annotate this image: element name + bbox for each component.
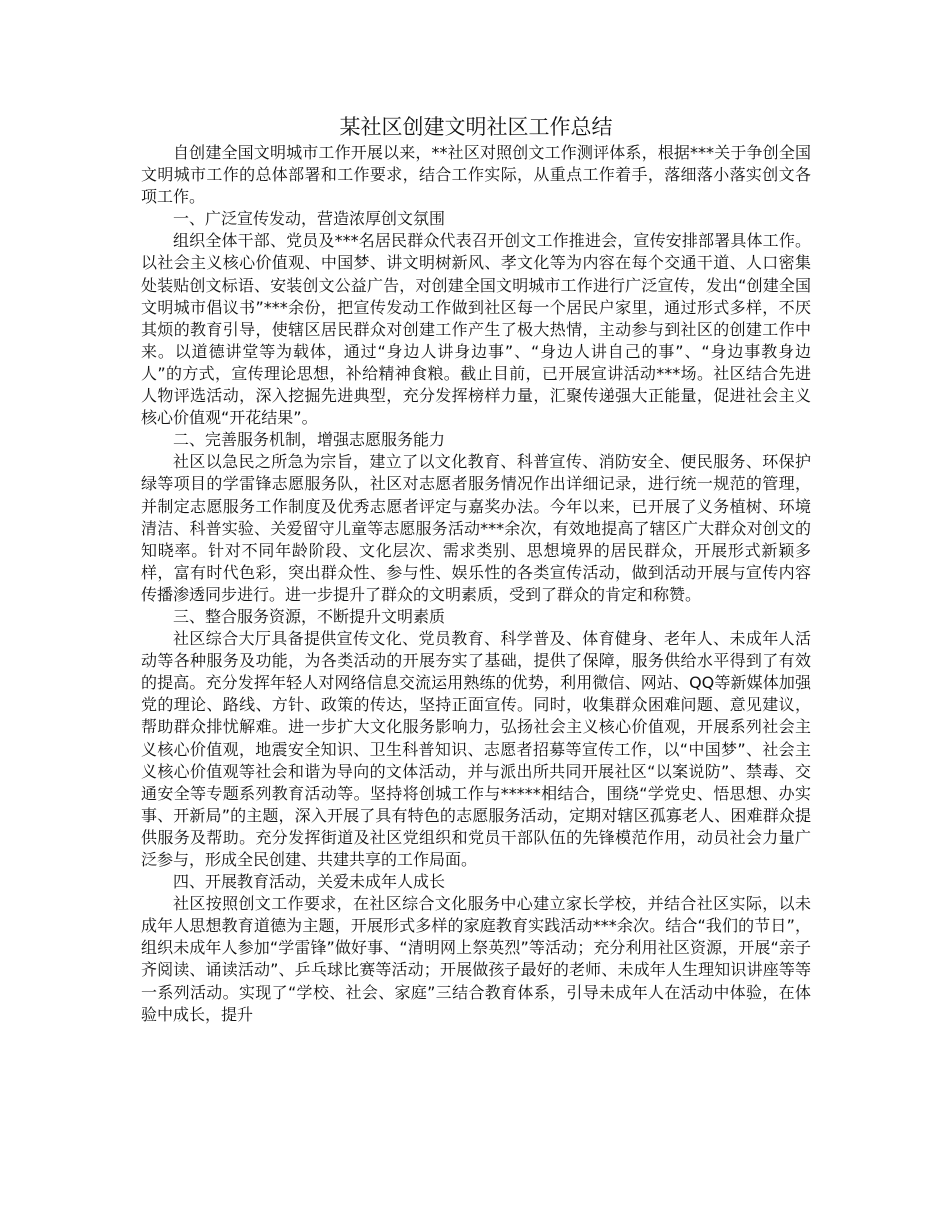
section-heading-2: 二、完善服务机制，增强志愿服务能力 xyxy=(173,430,446,450)
section-body-2: 社区以急民之所急为宗旨，建立了以文化教育、科普宣传、消防安全、便民服务、环保护绿等项目的学雷锋志愿服务队，社区对志愿者服务情况作出详细记录，进行统一规范的管理，并制定志愿服务工作制度及优秀志愿者评定与嘉奖办法。今年以来，已开展了义务植树、环境清洁、科普实验、关爱留守儿童等志愿服务活动***余次，有效地提高了辖区广大群众对创文的知晓率。针对不同年龄阶段、文化层次、需求类别、思想境界的居民群众，开展形式新颖多样，富有时代色彩，突出群众性、参与性、娱乐性的各类宣传活动，做到活动开展与宣传内容传播渗透同步进行。进一步提升了群众的文明素质，受到了群众的肯定和称赞。 xyxy=(141,452,811,604)
intro-paragraph: 自创建全国文明城市工作开展以来，**社区对照创文工作测评体系，根据***关于争创全国文明城市工作的总体部署和工作要求，结合工作实际，从重点工作着手，落细落小落实创文各项工作。 xyxy=(141,143,811,207)
section-body-4: 社区按照创文工作要求，在社区综合文化服务中心建立家长学校，并结合社区实际，以未成年人思想教育道德为主题，开展形式多样的家庭教育实践活动***余次。结合“我们的节日”，组织未成年人参加“学雷锋”做好事、“清明网上祭英烈”等活动；充分利用社区资源，开展“亲子齐阅读、诵读活动”、乒乓球比赛等活动；开展做孩子最好的老师、未成年人生理知识讲座等等一系列活动。实现了“学校、社会、家庭”三结合教育体系，引导未成年人在活动中体验，在体验中成长，提升 xyxy=(141,894,811,1024)
section-body-1: 组织全体干部、党员及***名居民群众代表召开创文工作推进会，宣传安排部署具体工作。以社会主义核心价值观、中国梦、讲文明树新风、孝文化等为内容在每个交通干道、人口密集处装贴创文标语、安装创文公益广告，对创建全国文明城市工作进行广泛宣传，发出“创建全国文明城市倡议书”***余份，把宣传发动工作做到社区每一个居民户家里，通过形式多样，不厌其烦的教育引导，使辖区居民群众对创建工作产生了极大热情，主动参与到社区的创建工作中来。以道德讲堂等为载体，通过“身边人讲身边事”、“身边人讲自己的事”、“身边事教身边人”的方式，宣传理论思想，补给精神食粮。截止目前，已开展宣讲活动***场。社区结合先进人物评选活动，深入挖掘先进典型，充分发挥榜样力量，汇聚传递强大正能量，促进社会主义核心价值观“开花结果”。 xyxy=(141,231,811,428)
section-body-3: 社区综合大厅具备提供宣传文化、党员教育、科学普及、体育健身、老年人、未成年人活动等各种服务及功能，为各类活动的开展夯实了基础，提供了保障，服务供给水平得到了有效的提高。充分发挥年轻人对网络信息交流运用熟练的优势，利用微信、网站、QQ等新媒体加强党的理论、路线、方针、政策的传达，坚持正面宣传。同时，收集群众困难问题、意见建议，帮助群众排忧解难。进一步扩大文化服务影响力，弘扬社会主义核心价值观，开展系列社会主义核心价值观，地震安全知识、卫生科普知识、志愿者招募等宣传工作，以“中国梦”、社会主义核心价值观等社会和谐为导向的文体活动，并与派出所共同开展社区“以案说防”、禁毒、交通安全等专题系列教育活动等。坚持将创城工作与*****相结合，围绕“学党史、悟思想、办实事、开新局”的主题，深入开展了具有特色的志愿服务活动，定期对辖区孤寡老人、困难群众提供服务及帮助。充分发挥街道及社区党组织和党员干部队伍的先锋模范作用，动员社会力量广泛参与，形成全民创建、共建共享的工作局面。 xyxy=(141,629,811,869)
section-heading-1: 一、广泛宣传发动，营造浓厚创文氛围 xyxy=(173,209,446,229)
document-title: 某社区创建文明社区工作总结 xyxy=(339,115,613,139)
document-page xyxy=(141,112,811,1026)
section-heading-3: 三、整合服务资源，不断提升文明素质 xyxy=(173,606,446,626)
section-heading-4: 四、开展教育活动，关爱未成年人成长 xyxy=(173,872,446,892)
